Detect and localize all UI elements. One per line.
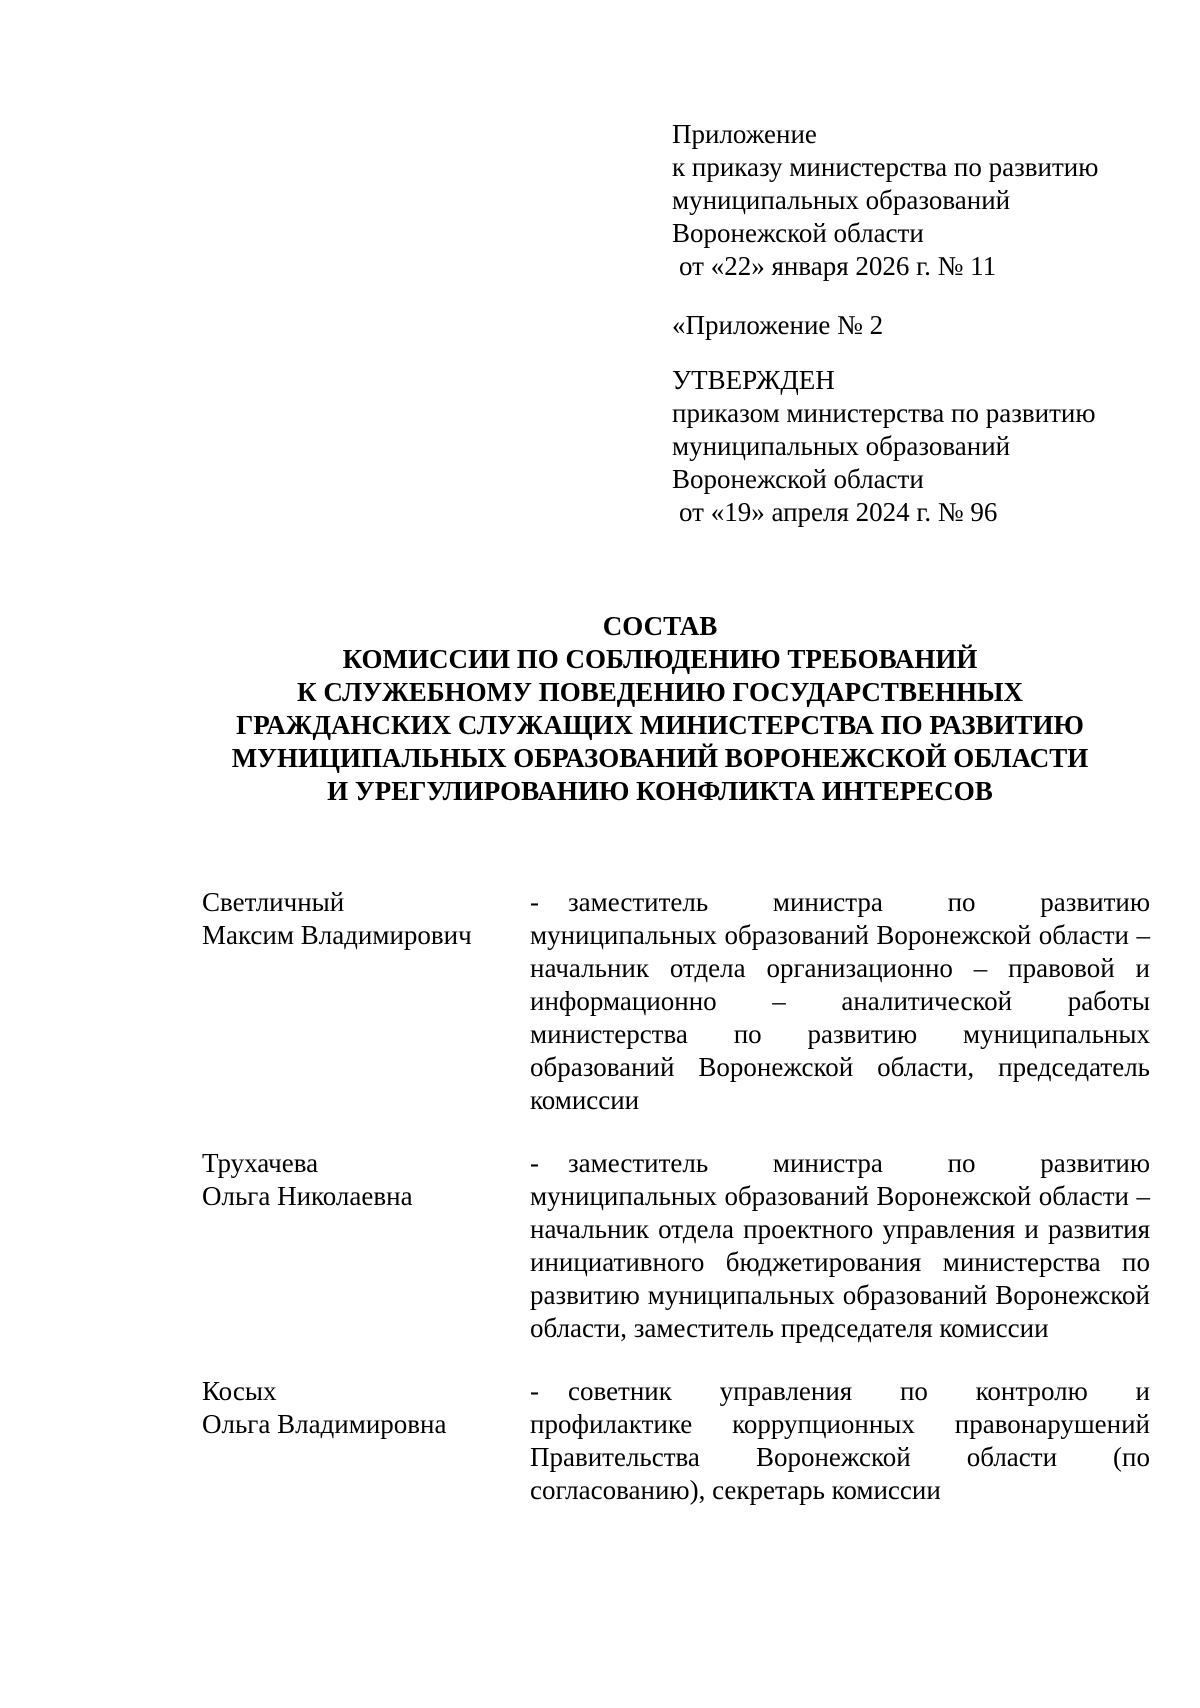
appendix-label: Приложение	[672, 119, 817, 149]
appendix-header	[672, 118, 1142, 529]
member-dash: -	[530, 1148, 539, 1178]
title-line-6: И УРЕГУЛИРОВАНИЮ КОНФЛИКТА ИНТЕРЕСОВ	[327, 776, 993, 806]
member-name	[202, 1375, 530, 1507]
member-surname: Трухачева	[202, 1148, 319, 1178]
member-role: советник управления по контролю и профилактике коррупционных правонарушений Правительства Воронежской области (по согласованию), секретарь комиссии	[530, 1376, 1150, 1505]
approved-order-ref-2: муниципальных образований	[672, 431, 1011, 461]
appendix-order-date: от «22» января 2026 г. № 11	[679, 251, 997, 281]
title-line-3: К СЛУЖЕБНОМУ ПОВЕДЕНИЮ ГОСУДАРСТВЕННЫХ	[297, 677, 1023, 707]
appendix-number: «Приложение № 2	[672, 310, 884, 340]
approved-label: УТВЕРЖДЕН	[672, 365, 835, 395]
title-line-1: СОСТАВ	[602, 611, 718, 641]
member-dash: -	[530, 887, 539, 917]
member-dash: -	[530, 1376, 539, 1406]
member-given-name: Ольга Владимировна	[202, 1409, 447, 1439]
member-row	[202, 886, 1150, 1117]
title-line-5: МУНИЦИПАЛЬНЫХ ОБРАЗОВАНИЙ ВОРОНЕЖСКОЙ ОБЛАСТИ	[231, 743, 1089, 773]
approved-order-date: от «19» апреля 2024 г. № 96	[679, 497, 998, 527]
commission-members	[202, 886, 1150, 1537]
appendix-order-ref-3: Воронежской области	[672, 218, 924, 248]
member-given-name: Ольга Николаевна	[202, 1181, 413, 1211]
appendix-order-ref: к приказу министерства по развитию	[672, 152, 1099, 182]
member-role: заместитель министра по развитию муниципальных образований Воронежской области – начальник отдела проектного управления и развития инициативного бюджетирования министерства по развитию муниципальных образований Воронежской области, заместитель председателя комиссии	[530, 1148, 1150, 1343]
member-description	[530, 886, 1150, 1117]
document-title	[150, 610, 1170, 808]
member-name	[202, 886, 530, 1117]
approved-order-ref: приказом министерства по развитию	[672, 398, 1096, 428]
member-surname: Косых	[202, 1376, 277, 1406]
member-row	[202, 1375, 1150, 1507]
member-given-name: Максим Владимирович	[202, 920, 472, 950]
member-description	[530, 1147, 1150, 1345]
title-line-2: КОМИССИИ ПО СОБЛЮДЕНИЮ ТРЕБОВАНИЙ	[342, 644, 978, 674]
member-surname: Светличный	[202, 887, 345, 917]
title-line-4: ГРАЖДАНСКИХ СЛУЖАЩИХ МИНИСТЕРСТВА ПО РАЗВИТИЮ	[236, 710, 1084, 740]
member-name	[202, 1147, 530, 1345]
approved-order-ref-3: Воронежской области	[672, 464, 924, 494]
member-role: заместитель министра по развитию муниципальных образований Воронежской области – начальник отдела организационно – правовой и информационно – аналитической работы министерства по развитию муниципальных образований Воронежской области, председатель комиссии	[530, 887, 1150, 1115]
appendix-order-ref-2: муниципальных образований	[672, 185, 1011, 215]
member-row	[202, 1147, 1150, 1345]
member-description	[530, 1375, 1150, 1507]
